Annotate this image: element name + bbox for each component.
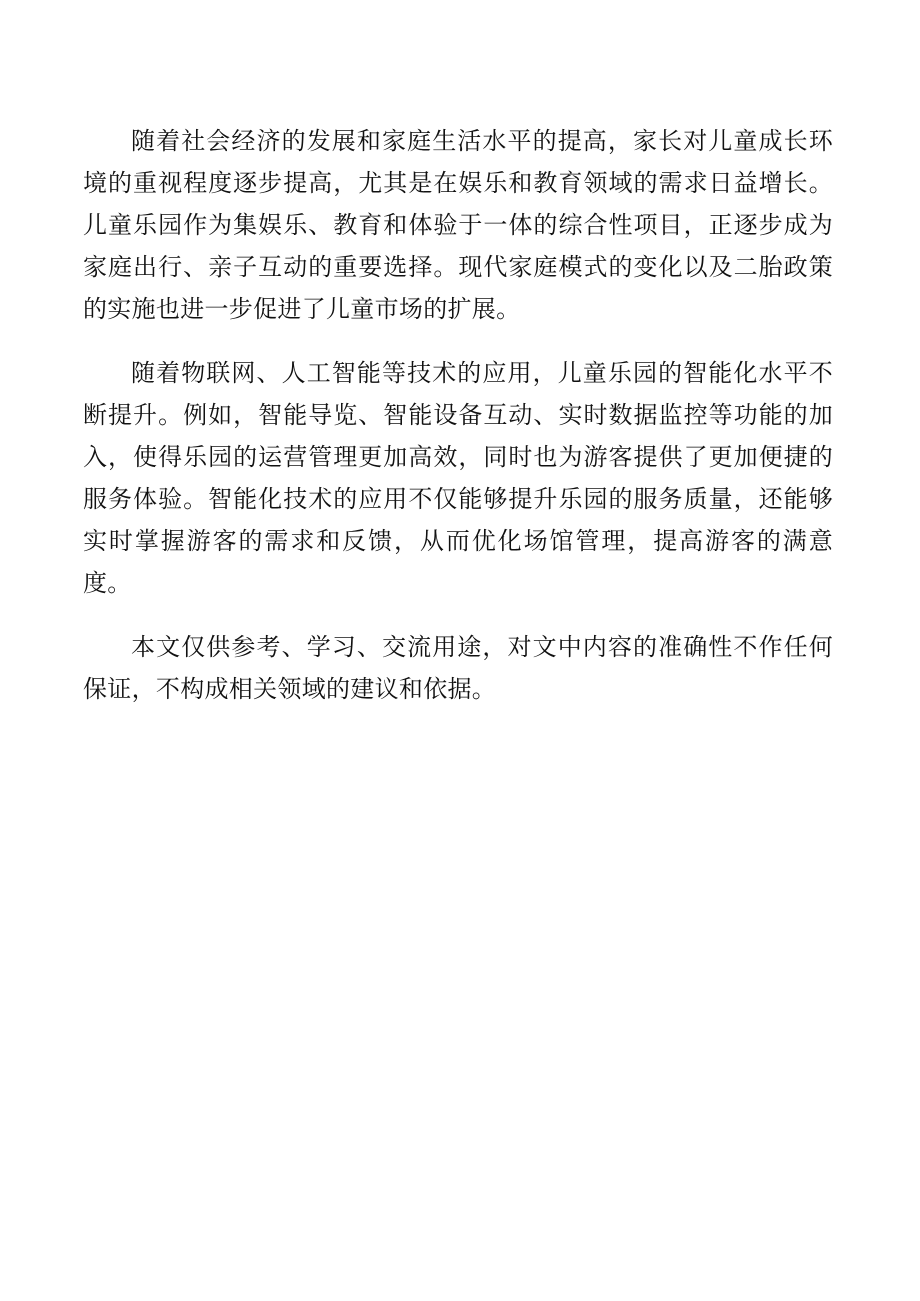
paragraph-market-demand: 随着社会经济的发展和家庭生活水平的提高，家长对儿童成长环境的重视程度逐步提高，尤其是在娱乐和教育领域的需求日益增长。儿童乐园作为集娱乐、教育和体验于一体的综合性项目，正逐步成为家庭出行、亲子互动的重要选择。现代家庭模式的变化以及二胎政策的实施也进一步促进了儿童市场的扩展。 bbox=[83, 127, 833, 323]
paragraph-smart-technology: 随着物联网、人工智能等技术的应用，儿童乐园的智能化水平不断提升。例如，智能导览、智能设备互动、实时数据监控等功能的加入，使得乐园的运营管理更加高效，同时也为游客提供了更加便捷的服务体验。智能化技术的应用不仅能够提升乐园的服务质量，还能够实时掌握游客的需求和反馈，从而优化场馆管理，提高游客的满意度。 bbox=[83, 359, 833, 597]
document-body bbox=[83, 120, 833, 732]
paragraph-disclaimer: 本文仅供参考、学习、交流用途，对文中内容的准确性不作任何保证，不构成相关领域的建议和依据。 bbox=[83, 633, 833, 703]
